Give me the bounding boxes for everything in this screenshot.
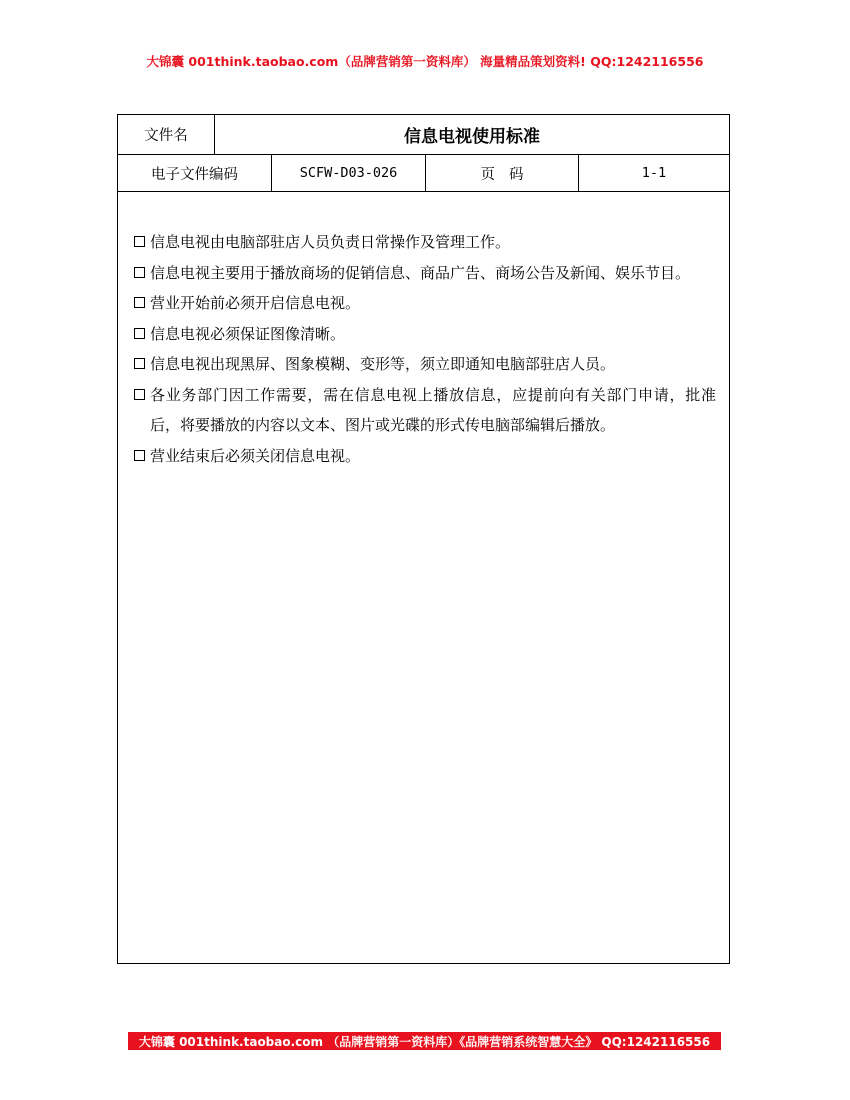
list-item-text: 信息电视必须保证图像清晰。 [150, 324, 346, 343]
file-code-value: SCFW-D03-026 [272, 155, 426, 191]
checkbox-icon [134, 389, 145, 400]
file-name-label: 文件名 [118, 115, 215, 154]
checkbox-icon [134, 328, 145, 339]
list-item-text: 营业开始前必须开启信息电视。 [150, 294, 361, 312]
page-label: 页码 [426, 155, 579, 191]
checkbox-icon [134, 450, 145, 461]
document-title: 信息电视使用标准 [404, 127, 540, 147]
list-item [134, 227, 716, 258]
list-item-text: 信息电视由电脑部驻店人员负责日常操作及管理工作。 [150, 233, 511, 251]
list-item [134, 349, 716, 380]
header-banner: 大锦囊 001think.taobao.com（品牌营销第一资料库） 海量精品策划资料! QQ:1242116556 [146, 54, 704, 69]
list-item [134, 288, 716, 319]
checkbox-icon [134, 358, 145, 369]
list-item [134, 380, 716, 441]
checkbox-icon [134, 297, 145, 308]
list-item-text: 信息电视出现黑屏、图象模糊、变形等，须立即通知电脑部驻店人员。 [150, 355, 616, 373]
checkbox-icon [134, 236, 145, 247]
checkbox-icon [134, 267, 145, 278]
list-item [134, 441, 716, 472]
file-code-label: 电子文件编码 [118, 155, 272, 191]
meta-row [118, 155, 729, 192]
page-number: 1-1 [641, 165, 667, 181]
list-item-text: 营业结束后必须关闭信息电视。 [150, 446, 361, 465]
file-name-row [118, 115, 729, 155]
list-item-text: 信息电视主要用于播放商场的促销信息、商品广告、商场公告及新闻、娱乐节目。 [150, 263, 691, 282]
list-item [134, 319, 716, 350]
document-body [134, 227, 716, 471]
list-item-text: 各业务部门因工作需要，需在信息电视上播放信息，应提前向有关部门申请，批准后，将要播放的内容以文本、图片或光碟的形式传电脑部编辑后播放。 [150, 385, 716, 434]
document-table [117, 114, 730, 964]
list-item [134, 258, 716, 289]
footer-banner: 大锦囊 001think.taobao.com （品牌营销第一资料库）《品牌营销系统智慧大全》 QQ:1242116556 [128, 1032, 721, 1050]
